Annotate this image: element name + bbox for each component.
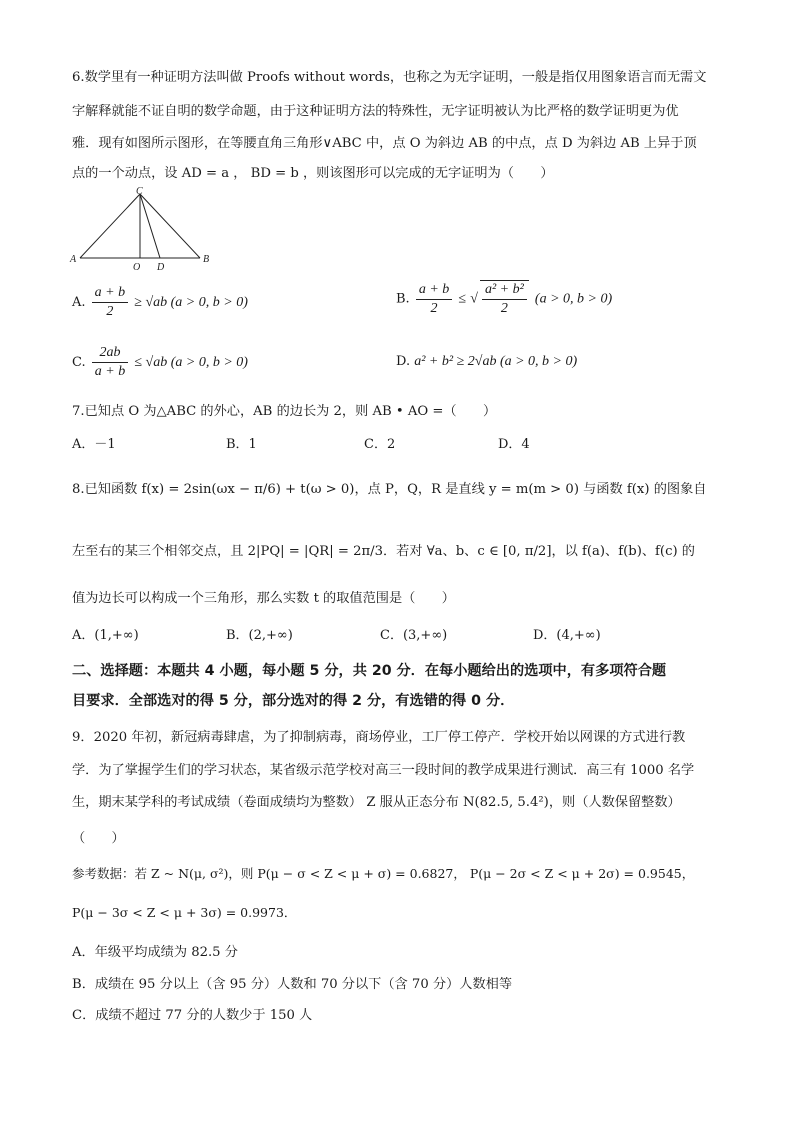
q6-option-a [72, 284, 248, 321]
q7-option-a: A．－1 [72, 437, 116, 452]
vertex-A-label: A [70, 254, 77, 265]
q8-option-a: A．(1,+∞) [72, 628, 139, 643]
q6-option-b-sqrt-fraction [480, 280, 529, 318]
q6-option-d [396, 354, 577, 370]
q6-option-c-denominator: a + b [94, 364, 126, 379]
q6-option-b-sqrt-denominator: 2 [500, 301, 508, 316]
q6-option-b-sqrt-sign: √ [470, 291, 478, 307]
q8-option-d: D．(4,+∞) [533, 628, 601, 643]
q9-line-4: （ ） [72, 831, 125, 846]
q9-reference-line-1: 参考数据：若 Z ~ N(μ, σ²)，则 P(μ − σ < Z < μ + σ) = 0.6827， P(μ − 2σ < Z < μ + 2σ) = 0.9545， [72, 866, 695, 881]
point-O-label: O [133, 262, 141, 272]
q6-option-d-text: a² + b² ≥ 2√ab (a > 0, b > 0) [414, 354, 578, 369]
q7-option-d: D．4 [498, 437, 530, 452]
q7-option-c: C．2 [364, 437, 396, 452]
q6-line-2: 字解释就能不证自明的数学命题，由于这种证明方法的特殊性，无字证明被认为比严格的数学证明更为优 [72, 104, 679, 119]
q6-option-c [72, 344, 248, 381]
q9-line-3: 生，期末某学科的考试成绩（卷面成绩均为整数） Z 服从正态分布 N(82.5, 5.4²)，则（人数保留整数） [72, 795, 681, 810]
q8-line-3: 值为边长可以构成一个三角形，那么实数 t 的取值范围是（ ） [72, 591, 455, 606]
q7-option-b: B．1 [226, 437, 257, 452]
q6-option-b-leq: ≤ [458, 291, 467, 307]
section-2-heading-line-2: 目要求．全部选对的得 5 分，部分选对的得 2 分，有选错的得 0 分． [72, 693, 515, 709]
q6-option-d-label: D. [396, 354, 411, 369]
q6-option-a-denominator: 2 [106, 304, 114, 319]
vertex-B-label: B [203, 254, 210, 265]
q6-option-c-label: C. [72, 355, 86, 370]
point-D-label: D [157, 262, 165, 272]
triangle-figure [66, 186, 216, 272]
q6-option-a-rest: ≥ √ab (a > 0, b > 0) [134, 295, 248, 310]
q9-option-a: A．年级平均成绩为 82.5 分 [72, 945, 238, 960]
q8-line-2: 左至右的某三个相邻交点，且 2|PQ| = |QR| = 2π/3．若对 ∀a、b、c ∈ [0, π/2]，以 f(a)、f(b)、f(c) 的 [72, 544, 695, 559]
q6-option-b-numerator: a + b [416, 281, 452, 300]
q6-option-a-label: A. [72, 295, 86, 310]
q6-option-c-fraction [92, 344, 128, 381]
q8-line-1: 8.已知函数 f(x) = 2sin(ωx − π/6) + t(ω > 0)，点 P，Q，R 是直线 y = m(m > 0) 与函数 f(x) 的图象自 [72, 482, 707, 497]
q6-line-3: 雅．现有如图所示图形，在等腰直角三角形∨ABC 中，点 O 为斜边 AB 的中点，点 D 为斜边 AB 上异于顶 [72, 136, 697, 151]
section-2-heading-line-1: 二、选择题：本题共 4 小题，每小题 5 分，共 20 分．在每小题给出的选项中，有多项符合题 [72, 663, 667, 679]
q6-option-b [396, 280, 612, 318]
q6-option-c-rest: ≤ √ab (a > 0, b > 0) [134, 355, 248, 370]
q6-line-4: 点的一个动点，设 AD = a ， BD = b ，则该图形可以完成的无字证明为（ ） [72, 166, 554, 181]
q6-option-b-denominator: 2 [430, 300, 438, 316]
q7-stem: 7.已知点 O 为△ABC 的外心，AB 的边长为 2，则 AB • AO =（ ） [72, 404, 497, 419]
q6-option-b-fraction [416, 281, 452, 318]
q9-option-c: C．成绩不超过 77 分的人数少于 150 人 [72, 1008, 313, 1023]
q6-option-c-numerator: 2ab [92, 344, 128, 363]
q6-option-b-label: B. [396, 291, 410, 307]
q6-option-b-sqrt-numerator: a² + b² [482, 281, 527, 300]
q9-line-1: 9．2020 年初，新冠病毒肆虐，为了抑制病毒，商场停业，工厂停工停产．学校开始以网课的方式进行教 [72, 730, 686, 745]
vertex-C-label: C [136, 186, 143, 197]
q6-option-a-numerator: a + b [92, 284, 128, 303]
q6-option-a-fraction [92, 284, 128, 321]
q9-reference-line-2: P(μ − 3σ < Z < μ + 3σ) = 0.9973． [72, 905, 297, 920]
q8-option-c: C．(3,+∞) [380, 628, 448, 643]
q6-option-b-rest: (a > 0, b > 0) [534, 291, 613, 307]
q9-line-2: 学．为了掌握学生们的学习状态，某省级示范学校对高三一段时间的教学成果进行测试．高三有 1000 名学 [72, 763, 695, 778]
q6-line-1: 6.数学里有一种证明方法叫做 Proofs without words，也称之为无字证明，一般是指仅用图象语言而无需文 [72, 70, 707, 85]
q9-option-b: B．成绩在 95 分以上（含 95 分）人数和 70 分以下（含 70 分）人数相等 [72, 977, 513, 992]
q8-option-b: B．(2,+∞) [226, 628, 293, 643]
